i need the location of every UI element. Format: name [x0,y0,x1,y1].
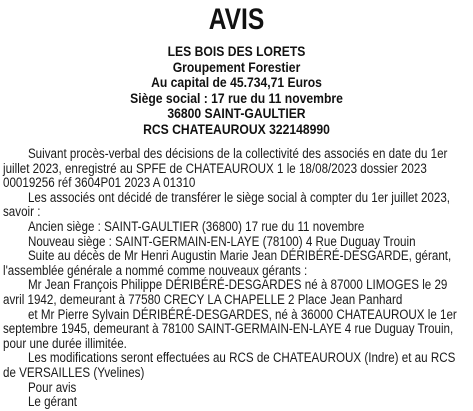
company-name: LES BOIS DES LORETS [167,44,306,59]
body-line: juillet 2023, enregistré au SPFE de CHATEAUROUX 1 le 18/08/2023 dossier 2023 [3,160,427,176]
company-type: Groupement Forestier [172,59,301,75]
body-line: Le gérant [27,394,78,410]
body-line: avril 1942, demeurant à 77580 CRECY LA CHAPELLE 2 Place Jean Panhard [3,291,403,307]
body-line: l'assemblée générale a nommé comme nouveaux gérants : [3,262,308,278]
company-rcs: RCS CHATEAUROUX 322148990 [143,121,330,137]
body-line: Les modifications seront effectuées au RCS de CHATEAUROUX (Indre) et au RCS [27,350,456,366]
body-line: Mr Jean François Philippe DÉRIBÉRÉ-DESGARDES né à 87000 LIMOGES le 29 [27,277,448,293]
company-registered-office: Siège social : 17 rue du 11 novembre [130,90,343,106]
company-header [0,44,473,138]
body-line: et Mr Pierre Sylvain DÉRIBÉRÉ-DESGARDES, né à 36000 CHATEAUROUX le 1er [27,306,457,322]
body-line: Suite au décès de Mr Henri Augustin Marie Jean DÉRIBÉRÉ-DESGARDE, gérant, [27,248,452,264]
body-line: Nouveau siège : SAINT-GERMAIN-EN-LAYE (78100) 4 Rue Duguay Trouin [27,233,416,249]
body-line: Ancien siège : SAINT-GAULTIER (36800) 17 rue du 11 novembre [27,218,365,234]
notice-title: AVIS [208,3,265,36]
body-line: Suivant procès-verbal des décisions de la collectivité des associés en date du 1er [27,146,448,161]
notice-body [3,147,470,410]
body-line: de VERSAILLES (Yvelines) [3,364,145,380]
company-postal-city: 36800 SAINT-GAULTIER [167,106,306,122]
body-line: savoir : [3,204,41,220]
body-line: Pour avis [27,379,77,395]
body-line: pour une durée illimitée. [3,335,127,351]
company-capital: Au capital de 45.734,71 Euros [151,75,322,91]
body-line: septembre 1945, demeurant à 78100 SAINT-GERMAIN-EN-LAYE 4 rue Duguay Trouin, [3,321,454,337]
body-line: Les associés ont décidé de transférer le siège social à compter du 1er juillet 2023, [27,189,451,205]
body-line: 00019256 réf 3604P01 2023 A 01310 [3,175,196,191]
